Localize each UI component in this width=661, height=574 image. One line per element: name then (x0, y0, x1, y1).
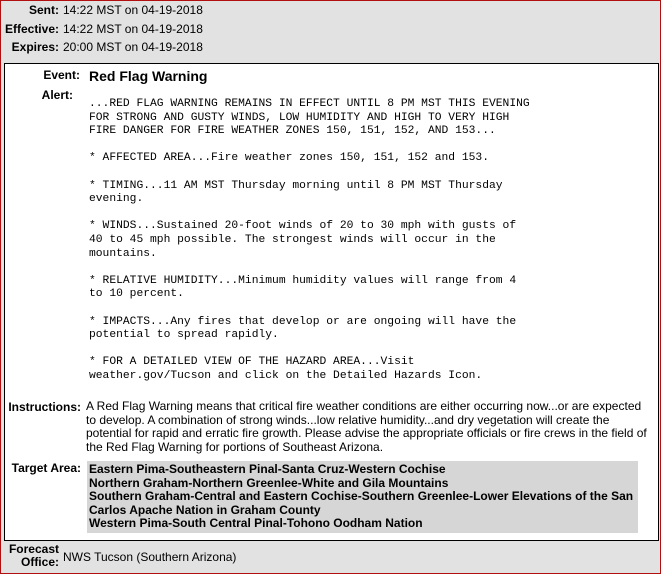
alert-details-box (4, 63, 659, 541)
effective-value: 14:22 MST on 04-19-2018 (63, 22, 203, 36)
target-area-list (87, 461, 638, 533)
effective-row (1, 22, 203, 36)
effective-label: Effective: (4, 22, 59, 36)
forecast-office-label-line1: Forecast (8, 542, 59, 556)
target-area-item: Eastern Pima-Southeastern Pinal-Santa Cruz-Western Cochise (89, 462, 446, 476)
forecast-office-label-line2: Office: (20, 555, 59, 569)
expires-label: Expires: (11, 40, 59, 54)
instructions-label: Instructions: (8, 400, 81, 414)
alert-body-text: ...RED FLAG WARNING REMAINS IN EFFECT UNTIL 8 PM MST THIS EVENING FOR STRONG AND GUSTY WINDS, LOW HUMIDITY AND HIGH TO VERY HIGH FIRE DANGER FOR FIRE WEATHER ZONES 150, 151, 152, AND 153... * AFFECTED AREA...Fire weather zones 150, 151, 152 and 153. * TIMING...11 AM MST Thursday morning until 8 PM MST Thursday evening. * WINDS...Sustained 20-foot winds of 20 to 30 mph with gusts of 40 to 45 mph possible. The strongest winds will occur in the mountains. * RELATIVE HUMIDITY...Minimum humidity values will range from 4 to 10 percent. * IMPACTS...Any fires that develop or are ongoing will have the potential to spread rapidly. * FOR A DETAILED VIEW OF THE HAZARD AREA...Visit weather.gov/Tucson and click on the Detailed Hazards Icon. (89, 98, 530, 382)
target-area-item: Southern Graham-Central and Eastern Cochise-Southern Greenlee-Lower Elevations of the San Carlos Apache Nation in Graham County (89, 489, 634, 517)
forecast-office-value: NWS Tucson (Southern Arizona) (63, 550, 237, 564)
sent-label: Sent: (29, 3, 59, 17)
instructions-text: A Red Flag Warning means that critical fire weather conditions are either occurring now...or are expected to develop. A combination of strong winds...low relative humidity...and dry vegetation will create the potential for rapid and erratic fire growth. Please advise the appropriate officials or fire crews in the field of the Red Flag Warning for portions of Southeast Arizona. (86, 399, 647, 454)
event-label: Event: (43, 68, 80, 82)
expires-row (1, 40, 203, 54)
forecast-office-label (1, 543, 59, 569)
target-area-item: Western Pima-South Central Pinal-Tohono Oodham Nation (89, 516, 423, 531)
sent-row (1, 3, 203, 17)
target-area-label: Target Area: (11, 461, 81, 475)
target-area-item: Northern Graham-Northern Greenlee-White and Gila Mountains (89, 475, 449, 490)
alert-label: Alert: (41, 88, 73, 102)
event-title: Red Flag Warning (89, 68, 208, 84)
sent-value: 14:22 MST on 04-19-2018 (63, 3, 203, 17)
expires-value: 20:00 MST on 04-19-2018 (63, 40, 203, 54)
